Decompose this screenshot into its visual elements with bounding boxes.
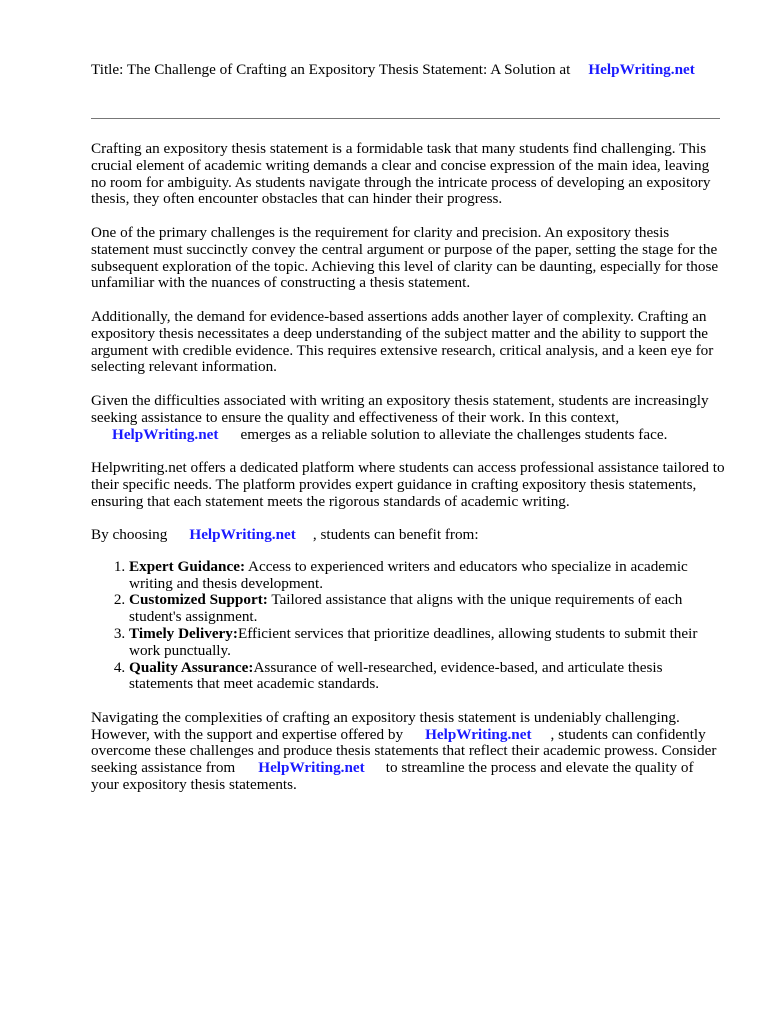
- conclusion-text-a: Navigating the complexities of crafting an expository thesis statement is undeniably challenging. However, with the support and expertise offered by: [91, 708, 680, 743]
- list-item-desc: Efficient services that prioritize deadlines, allowing students to submit their work punctually.: [129, 624, 698, 659]
- list-item-term: Timely Delivery:: [129, 624, 238, 642]
- list-item-term: Customized Support:: [129, 591, 268, 609]
- paragraph-platform: Helpwriting.net offers a dedicated platform where students can access professional assistance tailored to their specific needs. The platform provides expert guidance in crafting expository thesis statements, ensuring that each statement meets the rigorous standards of academic writing.: [91, 459, 725, 510]
- benefits-intro-text: By choosing: [91, 526, 168, 544]
- benefits-intro-text-end: , students can benefit from:: [312, 526, 479, 544]
- paragraph-evidence: Additionally, the demand for evidence-based assertions adds another layer of complexity. Crafting an expository thesis necessitates a deep understanding of the subject matter and the ability to support the argument with credible evidence. This requires extensive research, critical analysis, and a keen eye for selecting relevant information.: [91, 307, 714, 376]
- inline-link-helpwriting[interactable]: HelpWriting.net: [189, 526, 296, 544]
- title-link-helpwriting[interactable]: HelpWriting.net: [588, 61, 695, 78]
- list-item-desc: Tailored assistance that aligns with the unique requirements of each student's assignment.: [129, 591, 683, 626]
- inline-link-helpwriting[interactable]: HelpWriting.net: [112, 425, 219, 443]
- list-item: [129, 559, 725, 593]
- paragraph-conclusion: [91, 710, 725, 794]
- inline-link-helpwriting[interactable]: HelpWriting.net: [258, 759, 365, 777]
- list-item: [129, 626, 725, 660]
- paragraph-solution: [91, 393, 725, 443]
- paragraph-intro: Crafting an expository thesis statement is a formidable task that many students find challenging. This crucial element of academic writing demands a clear and concise expression of the main idea, leaving no room for ambiguity. As students navigate through the intricate process of developing an expository thesis, they often encounter obstacles that can hinder their progress.: [91, 140, 711, 208]
- title-divider: [91, 118, 720, 119]
- list-item-term: Expert Guidance:: [129, 557, 246, 575]
- paragraph-solution-text-end: emerges as a reliable solution to alleviate the challenges students face.: [240, 425, 668, 443]
- list-item: [129, 660, 725, 694]
- list-item: [129, 592, 725, 626]
- conclusion-text-b: , students can confidently overcome these challenges and produce thesis statements that reflect their academic prowess. Consider seeking assistance from: [91, 725, 717, 777]
- conclusion-text-c: to streamline the process and elevate the quality of your expository thesis statements.: [91, 759, 694, 794]
- paragraph-solution-text: Given the difficulties associated with writing an expository thesis statement, students are increasingly seeking assistance to ensure the quality and effectiveness of their work. In this context,: [91, 391, 709, 426]
- document-body: [91, 141, 725, 811]
- list-item-term: Quality Assurance:: [129, 658, 254, 676]
- list-item-desc: Access to experienced writers and educators who specialize in academic writing and thesis development.: [129, 557, 688, 592]
- benefits-list: [91, 559, 725, 693]
- inline-link-helpwriting[interactable]: HelpWriting.net: [425, 725, 532, 743]
- paragraph-benefits-intro: [91, 527, 725, 544]
- list-item-desc: Assurance of well-researched, evidence-based, and articulate thesis statements that meet academic standards.: [129, 658, 663, 693]
- title-text: Title: The Challenge of Crafting an Expository Thesis Statement: A Solution at: [91, 61, 571, 78]
- paragraph-clarity: One of the primary challenges is the requirement for clarity and precision. An expository thesis statement must succinctly convey the central argument or purpose of the paper, setting the stage for the subsequent exploration of the topic. Achieving this level of clarity can be daunting, especially for those unfamiliar with the nuances of constructing a thesis statement.: [91, 223, 719, 292]
- document-title: [91, 61, 731, 79]
